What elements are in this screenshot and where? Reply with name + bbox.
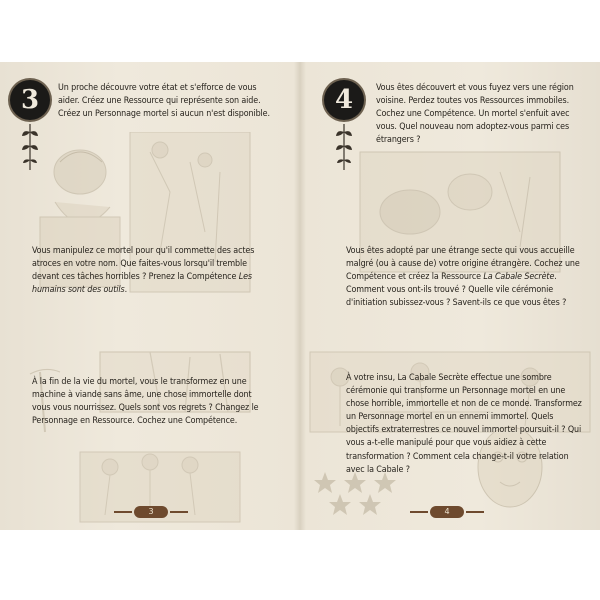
paragraph-1: Un proche découvre votre état et s'efforce de vous aider. Créez une Ressource qui représente son aide. Créez un Personnage mortel si aucun n'est disponible. [58,83,270,120]
chapter-number-badge: 3 [10,80,50,120]
paragraph-3: À votre insu, La Cabale Secrète effectue une sombre cérémonie qui transforme un Personnage mortel en une chose horrible, immortelle et non de ce monde. Transformez un Personnage mortel en un ennemi immortel. Quels objectifs extraterrestres ce nouvel immortel poursuit-il ? Qui vous a-t-elle manipulé pour que vous aidiez à cette transformation ? Comment cela change-t-il votre relation avec la Cabale ? [346,373,582,475]
floral-ornament-icon [21,122,39,172]
page-number: 4 [430,506,464,518]
page-3 [0,62,300,530]
page-number: 3 [134,506,168,518]
resource-name: La Cabale Secrète [483,272,555,283]
chapter-number-badge: 4 [324,80,364,120]
engraving-illustration [0,132,300,530]
paragraph-2: Vous manipulez ce mortel pour qu'il commette des actes atroces en votre nom. Que faites-vous lorsqu'il tremble devant ces tâches horribles ? Prenez la Compétence Les humains sont des outils. [32,246,255,296]
skill-name: Les humains sont des outils [32,272,252,296]
floral-ornament-icon [335,122,353,172]
paragraph-1: Vous êtes découvert et vous fuyez vers une région voisine. Perdez toutes vos Ressources immobiles. Cochez une Compétence. Un mortel s'enfuit avec vous. Quel nouveau nom adoptez-vous parmi ces étrangers ? [376,83,574,146]
page-4 [300,62,600,530]
paragraph-3: À la fin de la vie du mortel, vous le transformez en une machine à viande sans âme, une chose immortelle dont vous vous nourrissez. Quels sont vos regrets ? Changez le Personnage en Ressource. Cochez une Compétence. [32,377,259,427]
paragraph-2: Vous êtes adopté par une étrange secte qui vous accueille malgré (ou à cause de) votre origine étrangère. Cochez une Compétence et créez la Ressource La Cabale Secrète. Comment vous ont-ils trouvé ? Quelle vile cérémonie d'initiation subissez-vous ? Savent-ils ce que vous êtes ? [346,246,580,309]
book-spread [0,62,600,530]
